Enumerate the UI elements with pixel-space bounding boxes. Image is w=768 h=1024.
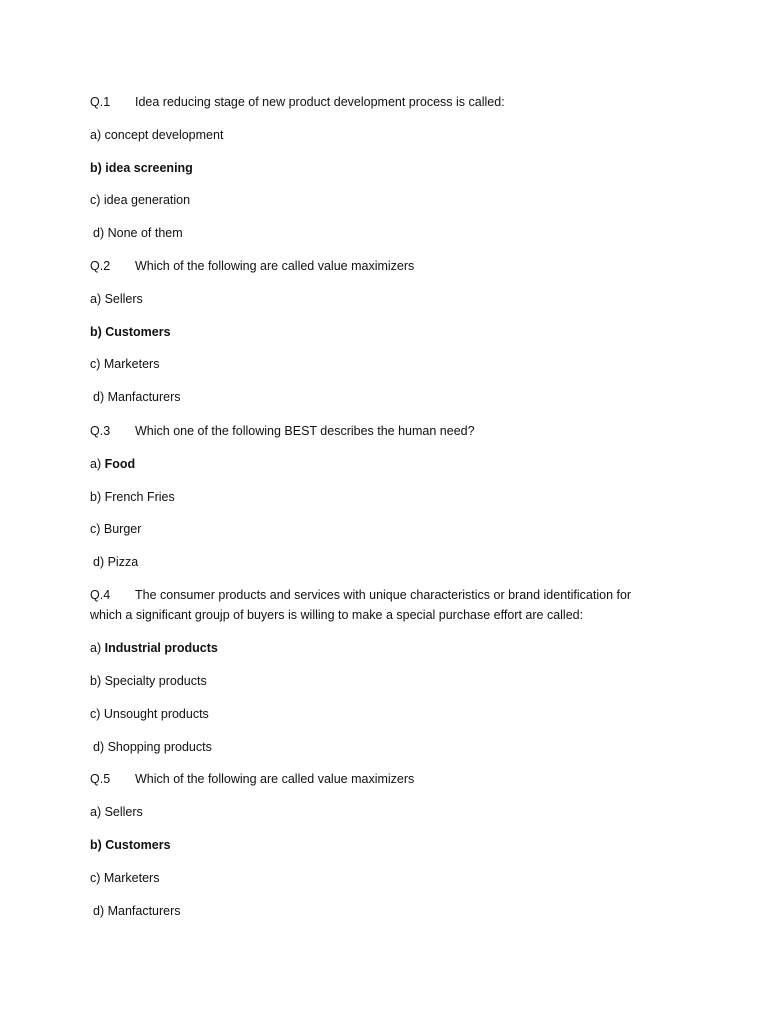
- option-prefix: a): [90, 457, 102, 471]
- question-number: Q.1: [90, 95, 111, 109]
- question-number: Q.5: [90, 772, 111, 786]
- question-1: [90, 94, 505, 110]
- question-text: Idea reducing stage of new product development process is called:: [135, 95, 505, 109]
- question-text-line-1: The consumer products and services with unique characteristics or brand identification for: [135, 588, 632, 602]
- q1-option-b-answer: b) idea screening: [90, 161, 193, 175]
- question-number: Q.2: [90, 259, 111, 273]
- question-text: Which of the following are called value maximizers: [135, 259, 415, 273]
- option-answer: Industrial products: [104, 641, 218, 655]
- question-3: [90, 423, 475, 439]
- question-text-line-2: which a significant groujp of buyers is willing to make a special purchase effort are called:: [90, 608, 584, 622]
- q3-option-d: d) Pizza: [93, 555, 139, 569]
- q5-option-d: d) Manfacturers: [93, 904, 181, 918]
- q2-option-a: a) Sellers: [90, 292, 143, 306]
- q2-option-c: c) Marketers: [90, 357, 160, 371]
- q3-option-c: c) Burger: [90, 522, 142, 536]
- q2-option-b-answer: b) Customers: [90, 325, 171, 339]
- question-text: Which one of the following BEST describes the human need?: [135, 424, 475, 438]
- question-5: [90, 771, 414, 787]
- q1-option-d: d) None of them: [93, 226, 183, 240]
- q4-option-d: d) Shopping products: [93, 740, 212, 754]
- q4-option-a: [90, 640, 218, 656]
- question-number: Q.3: [90, 424, 111, 438]
- q4-option-c: c) Unsought products: [90, 707, 209, 721]
- q2-option-d: d) Manfacturers: [93, 390, 181, 404]
- q4-option-b: b) Specialty products: [90, 674, 207, 688]
- question-text: Which of the following are called value maximizers: [135, 772, 415, 786]
- question-2: [90, 258, 414, 274]
- question-number: Q.4: [90, 588, 111, 602]
- question-line-1: [90, 585, 660, 605]
- q3-option-a: [90, 456, 135, 472]
- option-prefix: a): [90, 641, 102, 655]
- q1-option-c: c) idea generation: [90, 193, 191, 207]
- question-4: [90, 585, 660, 625]
- q3-option-b: b) French Fries: [90, 490, 175, 504]
- q5-option-b-answer: b) Customers: [90, 838, 171, 852]
- q5-option-c: c) Marketers: [90, 871, 160, 885]
- q5-option-a: a) Sellers: [90, 805, 143, 819]
- q1-option-a: a) concept development: [90, 128, 224, 142]
- option-answer: Food: [104, 457, 136, 471]
